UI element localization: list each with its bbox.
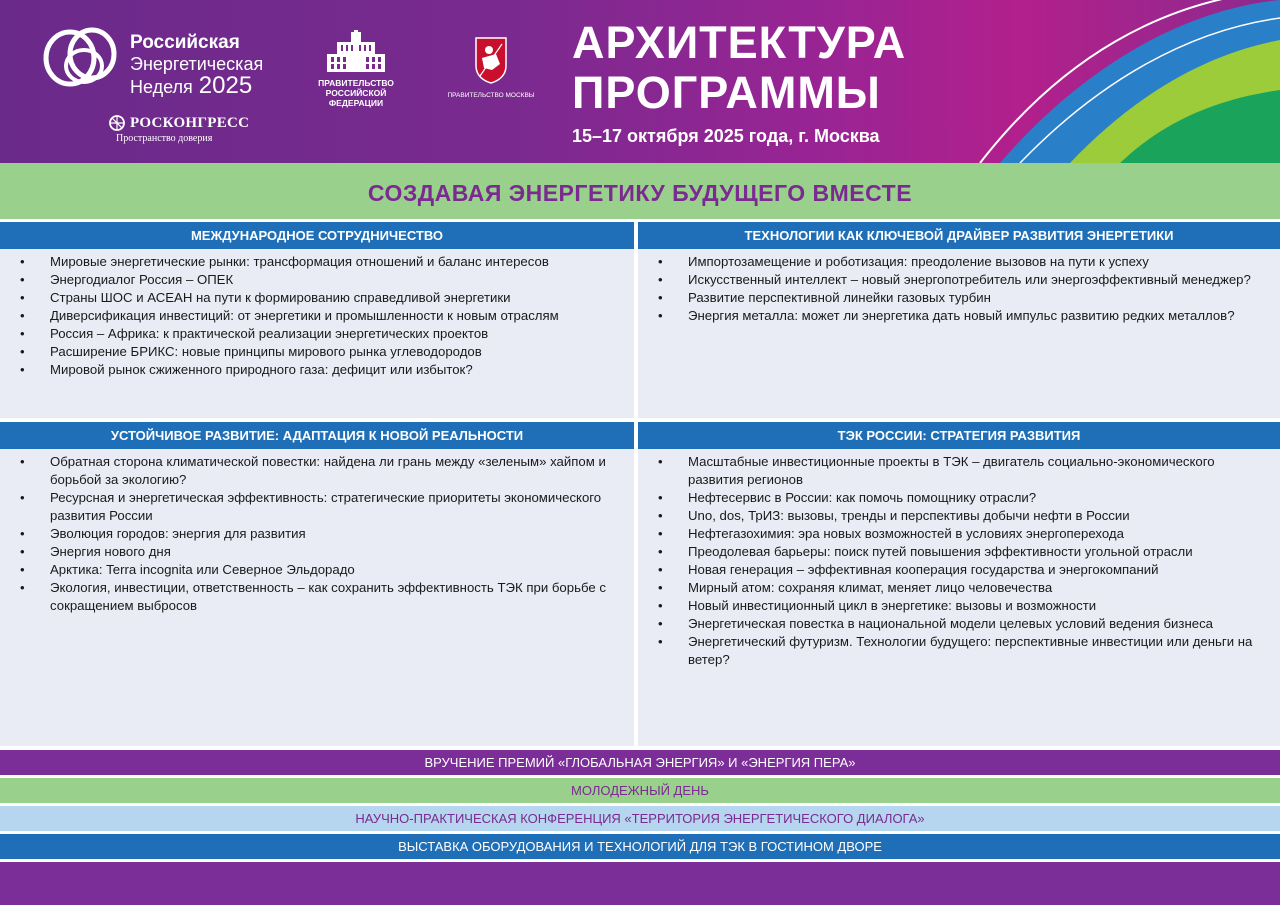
list-item: • Ресурсная и энергетическая эффективность: стратегические приоритеты экономического развития России	[20, 489, 626, 525]
list-item: • Энергетический футуризм. Технологии будущего: перспективные инвестиции или деньги на ветер?	[658, 633, 1272, 669]
list-item: • Нефтегазохимия: эра новых возможностей в условиях энергоперехода	[658, 525, 1272, 543]
list-item: • Новый инвестиционный цикл в энергетике: вызовы и возможности	[658, 597, 1272, 615]
motto-banner: СОЗДАВАЯ ЭНЕРГЕТИКУ БУДУЩЕГО ВМЕСТЕ	[0, 163, 1280, 219]
list-item: • Развитие перспективной линейки газовых турбин	[658, 289, 1272, 307]
roscongress-icon	[108, 114, 126, 132]
decorative-swoosh	[860, 0, 1280, 163]
list-item: • Энергия металла: может ли энергетика дать новый импульс развитию редких металлов?	[658, 307, 1272, 325]
conference-bar: НАУЧНО-ПРАКТИЧЕСКАЯ КОНФЕРЕНЦИЯ «ТЕРРИТОРИЯ ЭНЕРГЕТИЧЕСКОГО ДИАЛОГА»	[0, 806, 1280, 831]
track-title: ТЭК РОССИИ: СТРАТЕГИЯ РАЗВИТИЯ	[638, 422, 1280, 449]
list-item: • Энергодиалог Россия – ОПЕК	[20, 271, 626, 289]
government-logo	[306, 30, 406, 108]
list-item: • Энергия нового дня	[20, 543, 626, 561]
track-items	[638, 249, 1280, 325]
track-items	[0, 249, 634, 379]
list-item: • Импортозамещение и роботизация: преодоление вызовов на пути к успеху	[658, 253, 1272, 271]
page-title-line2: ПРОГРАММЫ	[572, 67, 881, 118]
list-item: • Новая генерация – эффективная кооперация государства и энергокомпаний	[658, 561, 1272, 579]
track-title: УСТОЙЧИВОЕ РАЗВИТИЕ: АДАПТАЦИЯ К НОВОЙ РЕАЛЬНОСТИ	[0, 422, 634, 449]
list-item: • Масштабные инвестиционные проекты в ТЭК – двигатель социально-экономического развития регионов	[658, 453, 1272, 489]
track-russian-fuel-energy-complex	[638, 422, 1280, 746]
event-year: 2025	[198, 72, 253, 99]
event-name	[130, 32, 263, 98]
page-title-block	[572, 18, 906, 147]
organizer-name: РОСКОНГРЕСС	[130, 114, 250, 131]
list-item: • Мировой рынок сжиженного природного газа: дефицит или избыток?	[20, 361, 626, 379]
list-item: • Нефтесервис в России: как помочь помощнику отрасли?	[658, 489, 1272, 507]
list-item: • Расширение БРИКС: новые принципы мирового рынка углеводородов	[20, 343, 626, 361]
list-item: • Россия – Африка: к практической реализации энергетических проектов	[20, 325, 626, 343]
list-item: • Диверсификация инвестиций: от энергетики и промышленности к новым отраслям	[20, 307, 626, 325]
track-items	[638, 449, 1280, 669]
event-name-line3: Неделя	[130, 77, 193, 97]
government-line2: РОССИЙСКОЙ	[325, 88, 387, 98]
event-name-line2: Энергетическая	[130, 54, 264, 74]
list-item: • Мирный атом: сохраняя климат, меняет лицо человечества	[658, 579, 1272, 597]
list-item: • Мировые энергетические рынки: трансформация отношений и баланс интересов	[20, 253, 626, 271]
awards-bar: ВРУЧЕНИЕ ПРЕМИЙ «ГЛОБАЛЬНАЯ ЭНЕРГИЯ» И «ЭНЕРГИЯ ПЕРА»	[0, 750, 1280, 775]
list-item: • Искусственный интеллект – новый энергопотребитель или энергоэффективный менеджер?	[658, 271, 1272, 289]
list-item: • Арктика: Terra incognita или Северное Эльдорадо	[20, 561, 626, 579]
organizer-tagline: Пространство доверия	[116, 133, 213, 144]
list-item: • Экология, инвестиции, ответственность – как сохранить эффективность ТЭК при борьбе с сокращением выбросов	[20, 579, 626, 615]
footer-bar	[0, 862, 1280, 905]
list-item: • Страны ШОС и АСЕАН на пути к формированию справедливой энергетики	[20, 289, 626, 307]
event-date-location: 15–17 октября 2025 года, г. Москва	[572, 126, 880, 146]
page-title-line1: АРХИТЕКТУРА	[572, 17, 907, 68]
organizer-logo	[108, 114, 249, 132]
government-line3: ФЕДЕРАЦИИ	[328, 98, 384, 108]
track-sustainable-development	[0, 422, 634, 746]
list-item: • Преодолевая барьеры: поиск путей повышения эффективности угольной отрасли	[658, 543, 1272, 561]
government-line1: ПРАВИТЕЛЬСТВО	[318, 78, 394, 88]
rew-rings-logo-icon	[40, 24, 126, 94]
track-title: ТЕХНОЛОГИИ КАК КЛЮЧЕВОЙ ДРАЙВЕР РАЗВИТИЯ ЭНЕРГЕТИКИ	[638, 222, 1280, 249]
event-name-line1: Российская	[130, 32, 240, 53]
list-item: • Энергетическая повестка в национальной модели целевых условий ведения бизнеса	[658, 615, 1272, 633]
list-item: • Эволюция городов: энергия для развития	[20, 525, 626, 543]
youth-day-bar: МОЛОДЕЖНЫЙ ДЕНЬ	[0, 778, 1280, 803]
list-item: • Обратная сторона климатической повестки: найдена ли грань между «зеленым» хайпом и борьбой за экологию?	[20, 453, 626, 489]
track-international-cooperation	[0, 222, 634, 418]
government-house-icon	[323, 30, 389, 74]
list-item: • Uno, dos, ТрИЗ: вызовы, тренды и перспективы добычи нефти в России	[658, 507, 1272, 525]
moscow-label: ПРАВИТЕЛЬСТВО МОСКВЫ	[447, 92, 535, 99]
track-technologies	[638, 222, 1280, 418]
track-items	[0, 449, 634, 615]
exhibition-bar: ВЫСТАВКА ОБОРУДОВАНИЯ И ТЕХНОЛОГИЙ ДЛЯ ТЭК В ГОСТИНОМ ДВОРЕ	[0, 834, 1280, 859]
moscow-logo	[446, 36, 536, 100]
header	[0, 0, 1280, 163]
track-title: МЕЖДУНАРОДНОЕ СОТРУДНИЧЕСТВО	[0, 222, 634, 249]
moscow-coat-of-arms-icon	[474, 36, 508, 84]
